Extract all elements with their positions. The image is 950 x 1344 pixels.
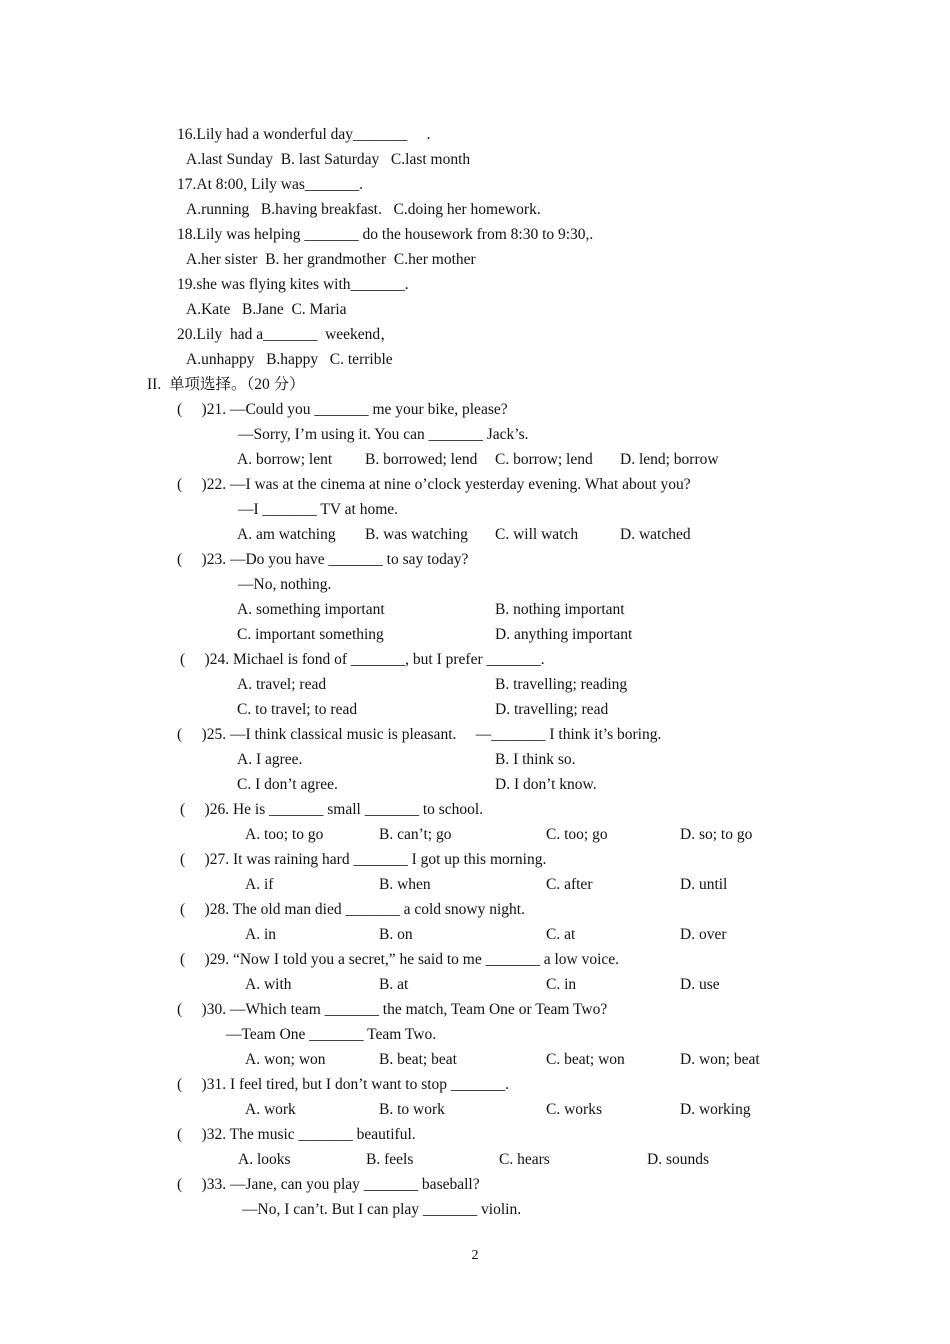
text-line: ( )23. —Do you have _______ to say today? [177,551,469,568]
text-line: C. will watch [495,526,579,543]
text-line: ( )24. Michael is fond of _______, but I prefer _______. [180,651,545,668]
text-line: D. working [680,1101,751,1118]
text-line: D. watched [620,526,691,543]
text-line: A. looks [238,1151,291,1168]
text-line: A.unhappy B.happy C. terrible [186,351,393,368]
text-line: 20.Lily had a_______ weekend， [177,326,396,343]
text-line: A. I agree. [237,751,303,768]
text-line: B. I think so. [495,751,576,768]
text-line: C. at [546,926,576,943]
text-line: D. so; to go [680,826,753,843]
text-line: C. hears [499,1151,550,1168]
text-line: C. to travel; to read [237,701,358,718]
text-line: C. I don’t agree. [237,776,338,793]
text-line: B. on [379,926,413,943]
text-line: C. works [546,1101,602,1118]
text-line: A. won; won [245,1051,326,1068]
text-line: B. at [379,976,409,993]
text-line: ( )21. —Could you _______ me your bike, please? [177,401,508,418]
text-line: 17.At 8:00, Lily was_______. [177,176,363,193]
text-line: B. to work [379,1101,445,1118]
text-line: C. borrow; lend [495,451,593,468]
text-line: ( )32. The music _______ beautiful. [177,1126,416,1143]
text-line: ( )28. The old man died _______ a cold snowy night. [180,901,525,918]
text-line: D. won; beat [680,1051,760,1068]
text-line: D. travelling; read [495,701,609,718]
text-line: ( )22. —I was at the cinema at nine o’clock yesterday evening. What about you? [177,476,691,493]
text-line: B. when [379,876,431,893]
text-line: C. too; go [546,826,608,843]
text-line: A. work [245,1101,296,1118]
text-line: A. borrow; lent [237,451,333,468]
text-line: —I _______ TV at home. [238,501,399,518]
text-line: B. beat; beat [379,1051,457,1068]
text-line: C. beat; won [546,1051,625,1068]
text-line: ( )31. I feel tired, but I don’t want to stop _______. [177,1076,510,1093]
text-line: II. 单项选择。（20 分） [147,376,305,393]
text-line: —Sorry, I’m using it. You can _______ Jack’s. [238,426,529,443]
text-line: ( )30. —Which team _______ the match, Team One or Team Two? [177,1001,608,1018]
text-line: A. something important [237,601,385,618]
text-line: ( )26. He is _______ small _______ to school. [180,801,484,818]
text-line: A. with [245,976,292,993]
text-line: D. lend; borrow [620,451,719,468]
text-line: B. can’t; go [379,826,452,843]
text-line: —No, nothing. [238,576,332,593]
text-line: A.last Sunday B. last Saturday C.last month [186,151,471,168]
text-line: D. sounds [647,1151,710,1168]
text-line: B. nothing important [495,601,625,618]
text-line: ( )29. “Now I told you a secret,” he said to me _______ a low voice. [180,951,620,968]
text-line: A. if [245,876,274,893]
text-line: —Team One _______ Team Two. [226,1026,437,1043]
text-line: A. am watching [237,526,336,543]
text-line: A.running B.having breakfast. C.doing her homework. [186,201,541,218]
text-line: D. I don’t know. [495,776,597,793]
text-line: C. after [546,876,593,893]
text-line: —No, I can’t. But I can play _______ violin. [242,1201,522,1218]
text-line: A.her sister B. her grandmother C.her mother [186,251,476,268]
text-line: B. was watching [365,526,468,543]
text-line: A.Kate B.Jane C. Maria [186,301,347,318]
text-line: D. anything important [495,626,633,643]
text-line: 18.Lily was helping _______ do the housework from 8:30 to 9:30,. [177,226,594,243]
text-line: B. borrowed; lend [365,451,478,468]
page-number: 2 [471,1248,479,1263]
text-line: B. feels [366,1151,414,1168]
text-line: A. travel; read [237,676,327,693]
text-line: C. in [546,976,577,993]
text-line: D. use [680,976,720,993]
text-line: D. until [680,876,728,893]
text-line: ( )33. —Jane, can you play _______ baseball? [177,1176,480,1193]
text-line: A. too; to go [245,826,324,843]
text-line: B. travelling; reading [495,676,628,693]
text-line: 16.Lily had a wonderful day_______ . [177,126,431,143]
text-line: A. in [245,926,276,943]
text-line: ( )25. —I think classical music is pleasant. —_______ I think it’s boring. [177,726,662,743]
text-line: D. over [680,926,727,943]
text-line: C. important something [237,626,384,643]
text-line: 19.she was flying kites with_______. [177,276,409,293]
text-line: ( )27. It was raining hard _______ I got up this morning. [180,851,547,868]
